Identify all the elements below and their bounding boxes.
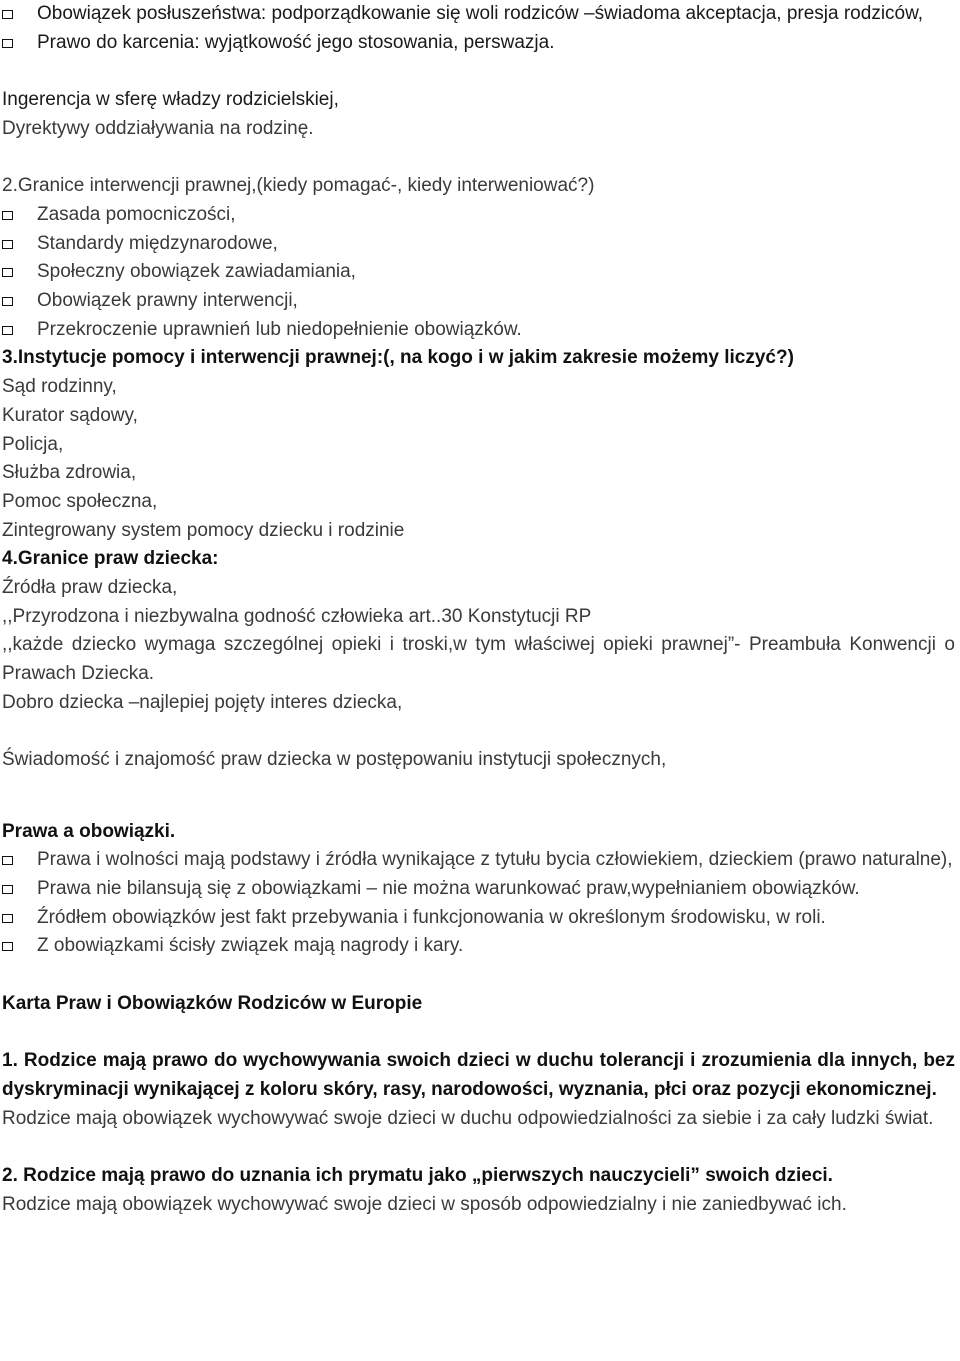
checkbox-bullet-icon bbox=[2, 297, 13, 306]
bullet-text: Prawo do karcenia: wyjątkowość jego stosowania, perswazja. bbox=[37, 31, 555, 53]
text-line: Kurator sądowy, bbox=[2, 404, 138, 426]
checkbox-bullet-icon bbox=[2, 856, 13, 865]
text-line: Dyrektywy oddziaływania na rodzinę. bbox=[2, 117, 314, 139]
bullet-text: Obowiązek posłuszeństwa: podporządkowanie się woli rodziców –świadoma akceptacja, presja rodziców, bbox=[37, 3, 924, 24]
list-item bbox=[2, 201, 955, 230]
list-item bbox=[2, 316, 955, 345]
article-text: Rodzice mają obowiązek wychowywać swoje dzieci w sposób odpowiedzialny i nie zaniedbywać ich. bbox=[2, 1193, 847, 1215]
list-item bbox=[2, 904, 955, 933]
quote-paragraph: ,,każde dziecko wymaga szczególnej opieki i troski,w tym właściwej opieki prawnej”- Preambuła Konwencji o Prawach Dziecka. bbox=[2, 634, 955, 685]
text-line: Policja, bbox=[2, 433, 64, 455]
list-item bbox=[2, 932, 955, 961]
text-line: Świadomość i znajomość praw dziecka w postępowaniu instytucji społecznych, bbox=[2, 749, 667, 771]
text-line: Pomoc społeczna, bbox=[2, 490, 158, 512]
bullet-text: Standardy międzynarodowe, bbox=[37, 232, 278, 254]
bullet-text: Źródłem obowiązków jest fakt przebywania i funkcjonowania w określonym środowisku, w roli. bbox=[37, 906, 826, 928]
section-heading: 2.Granice interwencji prawnej,(kiedy pomagać-, kiedy interweniować?) bbox=[2, 175, 595, 197]
checkbox-bullet-icon bbox=[2, 240, 13, 249]
checkbox-bullet-icon bbox=[2, 268, 13, 277]
section-heading: Prawa a obowiązki. bbox=[2, 820, 176, 842]
article-title: 1. Rodzice mają prawo do wychowywania swoich dzieci w duchu tolerancji i zrozumienia dla innych, bez dyskryminacji wynikającej z koloru skóry, rasy, narodowości, wyznania, płci oraz pozycji ekonomicznej. bbox=[2, 1050, 955, 1100]
checkbox-bullet-icon bbox=[2, 885, 13, 894]
list-item bbox=[2, 0, 955, 29]
list-item bbox=[2, 287, 955, 316]
text-line: Źródła praw dziecka, bbox=[2, 577, 178, 599]
section-heading: 3.Instytucje pomocy i interwencji prawnej:(, na kogo i w jakim zakresie możemy liczyć?) bbox=[2, 347, 794, 369]
list-item bbox=[2, 875, 955, 904]
list-item bbox=[2, 846, 955, 875]
text-line: ,,Przyrodzona i niezbywalna godność człowieka art..30 Konstytucji RP bbox=[2, 605, 592, 627]
bullet-text: Prawa i wolności mają podstawy i źródła wynikające z tytułu bycia człowiekiem, dzieckiem (prawo naturalne), bbox=[37, 849, 953, 871]
bullet-text: Przekroczenie uprawnień lub niedopełnienie obowiązków. bbox=[37, 318, 522, 340]
bullet-text: Zasada pomocniczości, bbox=[37, 203, 236, 225]
list-item bbox=[2, 258, 955, 287]
text-line: Służba zdrowia, bbox=[2, 462, 137, 484]
checkbox-bullet-icon bbox=[2, 914, 13, 923]
article-text: Rodzice mają obowiązek wychowywać swoje dzieci w duchu odpowiedzialności za siebie i za cały ludzki świat. bbox=[2, 1107, 934, 1129]
checkbox-bullet-icon bbox=[2, 326, 13, 335]
list-item bbox=[2, 230, 955, 259]
section-heading: 4.Granice praw dziecka: bbox=[2, 548, 219, 570]
text-line: Zintegrowany system pomocy dziecku i rodzinie bbox=[2, 519, 405, 541]
bullet-text: Prawa nie bilansują się z obowiązkami – nie można warunkować praw,wypełnianiem obowiązków. bbox=[37, 878, 860, 900]
bullet-text: Społeczny obowiązek zawiadamiania, bbox=[37, 261, 356, 283]
checkbox-bullet-icon bbox=[2, 211, 13, 220]
list-item bbox=[2, 29, 955, 58]
text-line: Dobro dziecka –najlepiej pojęty interes dziecka, bbox=[2, 691, 403, 713]
bullet-text: Obowiązek prawny interwencji, bbox=[37, 290, 298, 311]
section-heading: Karta Praw i Obowiązków Rodziców w Europie bbox=[2, 992, 423, 1014]
text-line: Sąd rodzinny, bbox=[2, 376, 117, 398]
checkbox-bullet-icon bbox=[2, 39, 13, 48]
checkbox-bullet-icon bbox=[2, 10, 13, 19]
article-title: 2. Rodzice mają prawo do uznania ich prymatu jako „pierwszych nauczycieli” swoich dzieci. bbox=[2, 1165, 833, 1187]
text-line: Ingerencja w sferę władzy rodzicielskiej, bbox=[2, 89, 339, 111]
checkbox-bullet-icon bbox=[2, 942, 13, 951]
bullet-text: Z obowiązkami ścisły związek mają nagrody i kary. bbox=[37, 935, 464, 957]
